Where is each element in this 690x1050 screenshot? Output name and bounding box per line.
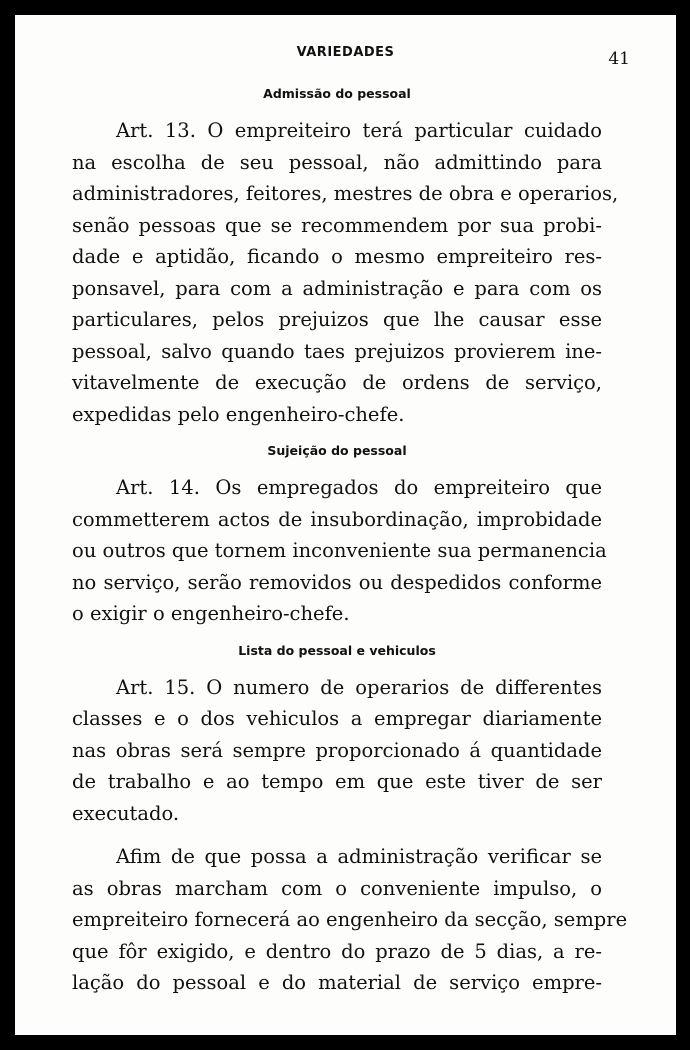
text-line: Art. 15. O numero de operarios de differentes [116, 675, 602, 699]
section-heading-sujeicao: Sujeição do pessoal [267, 443, 407, 458]
text-line: administradores, feitores, mestres de obra e operarios, [72, 182, 619, 205]
text-line: as obras marcham com o conveniente impulso, o [72, 876, 602, 900]
text-line: na escolha de seu pessoal, não admittindo para [72, 150, 602, 174]
article-13-paragraph [72, 115, 619, 430]
text-line: empreiteiro fornecerá ao engenheiro da secção, sempre [72, 908, 628, 931]
running-header [15, 45, 676, 69]
text-line: o exigir o engenheiro-chefe. [72, 602, 350, 625]
text-line: lação do pessoal e do material de serviço empre- [72, 971, 602, 994]
text-line: que fôr exigido, e dentro do prazo de 5 dias, a re- [72, 939, 602, 963]
section-heading-lista: Lista do pessoal e vehiculos [238, 642, 436, 658]
text-line: no serviço, serão removidos ou despedidos conforme [72, 570, 602, 594]
article-15-second-paragraph [72, 841, 628, 999]
text-line: ou outros que tornem inconveniente sua permanencia [72, 539, 607, 562]
text-line: senão pessoas que se recommendem por sua probi- [72, 213, 602, 237]
text-line: classes e o dos vehiculos a empregar diariamente [72, 707, 602, 730]
text-line: pessoal, salvo quando taes prejuizos provierem ine- [72, 339, 602, 363]
text-line: executado. [72, 801, 180, 825]
text-line: nas obras será sempre proporcionado á quantidade [72, 738, 602, 762]
text-line: vitavelmente de execução de ordens de serviço, [72, 371, 602, 394]
section-heading-admissao: Admissão do pessoal [263, 86, 411, 101]
text-line: expedidas pelo engenheiro-chefe. [72, 402, 405, 426]
text-line: particulares, pelos prejuizos que lhe causar esse [72, 308, 602, 331]
text-line: commetterem actos de insubordinação, improbidade [72, 507, 602, 531]
text-line: Art. 13. O empreiteiro terá particular cuidado [116, 119, 602, 142]
text-line: de trabalho e ao tempo em que este tiver de ser [72, 770, 602, 793]
text-line: ponsavel, para com a administração e para com os [72, 276, 602, 300]
page-number: 41 [608, 49, 630, 69]
running-title: VARIEDADES [296, 45, 395, 60]
text-line: Art. 14. Os empregados do empreiteiro que [116, 476, 602, 499]
article-14-paragraph [72, 472, 607, 630]
book-page [15, 15, 676, 1035]
text-line: dade e aptidão, ficando o mesmo empreiteiro res- [72, 245, 602, 268]
article-15-paragraph [72, 672, 602, 830]
text-line: Afim de que possa a administração verificar se [116, 845, 602, 868]
page-body [72, 85, 628, 1011]
